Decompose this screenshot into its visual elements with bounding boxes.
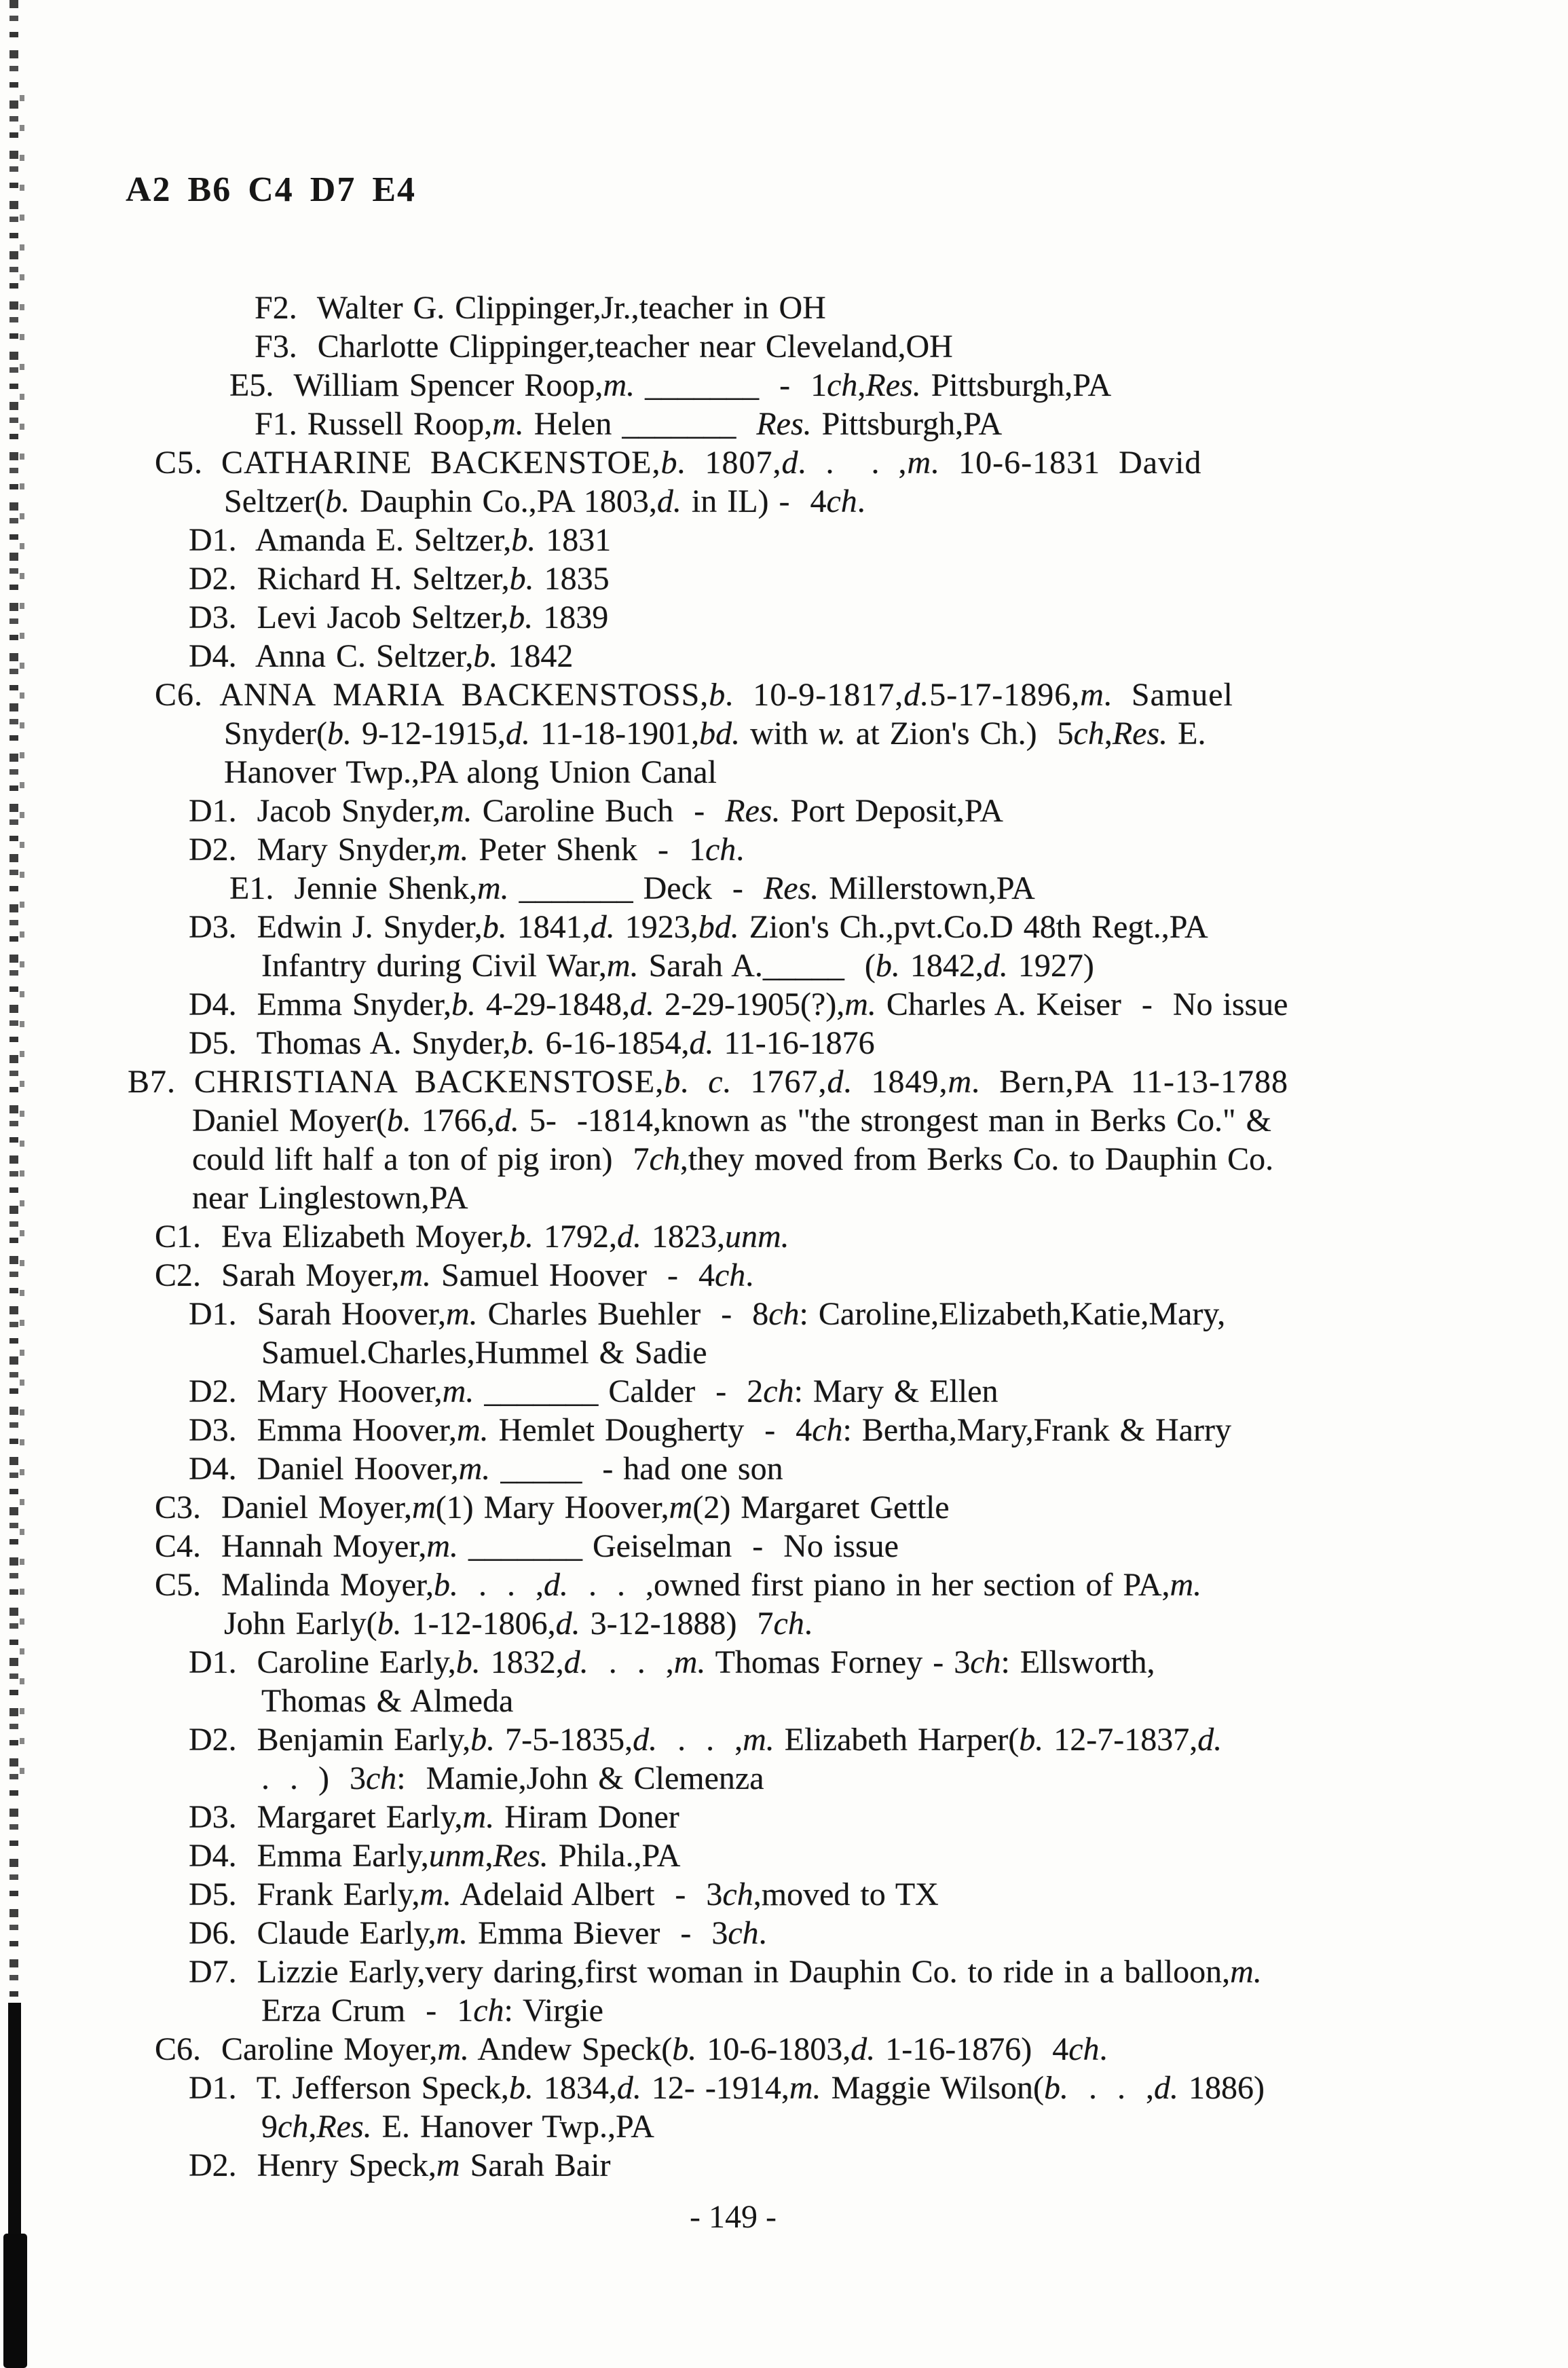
text-line: C6. ANNA MARIA BACKENSTOSS,b. 10-9-1817,d.5-17-1896,m. Samuel bbox=[155, 677, 1233, 713]
text-line: F2. Walter G. Clippinger,Jr.,teacher in OH bbox=[255, 290, 826, 326]
genealogy-text-block bbox=[0, 289, 1568, 2185]
text-line: C1. Eva Elizabeth Moyer,b. 1792,d. 1823,unm. bbox=[155, 1219, 789, 1255]
text-line: D3. Edwin J. Snyder,b. 1841,d. 1923,bd. Zion's Ch.,pvt.Co.D 48th Regt.,PA bbox=[189, 909, 1208, 945]
text-line: D4. Emma Early,unm,Res. Phila.,PA bbox=[189, 1838, 681, 1874]
text-line: E1. Jennie Shenk,m. _______ Deck - Res. Millerstown,PA bbox=[229, 870, 1035, 906]
text-line: Thomas & Almeda bbox=[261, 1683, 514, 1719]
text-line: F1. Russell Roop,m. Helen _______ Res. Pittsburgh,PA bbox=[255, 406, 1003, 442]
text-line: D4. Daniel Hoover,m. _____ - had one son bbox=[189, 1451, 783, 1487]
text-line: Erza Crum - 1ch: Virgie bbox=[261, 1993, 603, 2029]
text-line: D1. Caroline Early,b. 1832,d. . . ,m. Thomas Forney - 3ch: Ellsworth, bbox=[189, 1644, 1155, 1680]
text-line: E5. William Spencer Roop,m. _______ - 1ch,Res. Pittsburgh,PA bbox=[229, 367, 1112, 403]
text-line: D1. T. Jefferson Speck,b. 1834,d. 12- -1914,m. Maggie Wilson(b. . . ,d. 1886) bbox=[189, 2070, 1265, 2106]
text-line: D3. Margaret Early,m. Hiram Doner bbox=[189, 1799, 679, 1835]
text-line: F3. Charlotte Clippinger,teacher near Cleveland,OH bbox=[255, 329, 953, 365]
text-line: C4. Hannah Moyer,m. _______ Geiselman - No issue bbox=[155, 1528, 899, 1564]
text-line: B7. CHRISTIANA BACKENSTOSE,b. c. 1767,d. 1849,m. Bern,PA 11-13-1788 bbox=[128, 1064, 1288, 1100]
text-line: D2. Richard H. Seltzer,b. 1835 bbox=[189, 561, 610, 597]
text-line: D2. Mary Snyder,m. Peter Shenk - 1ch. bbox=[189, 832, 745, 868]
generation-code-heading: A2 B6 C4 D7 E4 bbox=[126, 170, 417, 209]
text-line: . . ) 3ch: Mamie,John & Clemenza bbox=[261, 1760, 764, 1796]
text-line: D6. Claude Early,m. Emma Biever - 3ch. bbox=[189, 1915, 767, 1951]
text-line: near Linglestown,PA bbox=[192, 1180, 468, 1216]
text-line: C3. Daniel Moyer,m(1) Mary Hoover,m(2) Margaret Gettle bbox=[155, 1490, 950, 1525]
text-line: Seltzer(b. Dauphin Co.,PA 1803,d. in IL) - 4ch. bbox=[224, 483, 865, 519]
text-line: Hanover Twp.,PA along Union Canal bbox=[224, 754, 717, 790]
text-line: could lift half a ton of pig iron) 7ch,they moved from Berks Co. to Dauphin Co. bbox=[192, 1141, 1274, 1177]
text-line: Daniel Moyer(b. 1766,d. 5- -1814,known as "the strongest man in Berks Co." & bbox=[192, 1103, 1271, 1139]
text-line: D1. Jacob Snyder,m. Caroline Buch - Res. Port Deposit,PA bbox=[189, 793, 1003, 829]
text-line: D7. Lizzie Early,very daring,first woman in Dauphin Co. to ride in a balloon,m. bbox=[189, 1954, 1262, 1990]
text-line: D5. Thomas A. Snyder,b. 6-16-1854,d. 11-16-1876 bbox=[189, 1025, 875, 1061]
text-line: D2. Mary Hoover,m. _______ Calder - 2ch: Mary & Ellen bbox=[189, 1373, 998, 1409]
scan-edge-artifact bbox=[3, 2234, 27, 2368]
text-line: D1. Amanda E. Seltzer,b. 1831 bbox=[189, 522, 612, 558]
text-line: D4. Emma Snyder,b. 4-29-1848,d. 2-29-1905(?),m. Charles A. Keiser - No issue bbox=[189, 986, 1288, 1022]
text-line: D4. Anna C. Seltzer,b. 1842 bbox=[189, 638, 574, 674]
text-line: John Early(b. 1-12-1806,d. 3-12-1888) 7ch. bbox=[224, 1606, 813, 1642]
text-line: Samuel.Charles,Hummel & Sadie bbox=[261, 1335, 707, 1371]
text-line: C6. Caroline Moyer,m. Andew Speck(b. 10-6-1803,d. 1-16-1876) 4ch. bbox=[155, 2031, 1108, 2067]
text-line: 9ch,Res. E. Hanover Twp.,PA bbox=[261, 2109, 654, 2145]
text-line: D3. Levi Jacob Seltzer,b. 1839 bbox=[189, 599, 609, 635]
text-line: D3. Emma Hoover,m. Hemlet Dougherty - 4ch: Bertha,Mary,Frank & Harry bbox=[189, 1412, 1231, 1448]
page-number: - 149 - bbox=[690, 2199, 777, 2235]
text-line: D2. Benjamin Early,b. 7-5-1835,d. . . ,m. Elizabeth Harper(b. 12-7-1837,d. bbox=[189, 1722, 1222, 1758]
text-line: C2. Sarah Moyer,m. Samuel Hoover - 4ch. bbox=[155, 1257, 754, 1293]
text-line: C5. CATHARINE BACKENSTOE,b. 1807,d. . . ,m. 10-6-1831 David bbox=[155, 445, 1202, 481]
text-line: Infantry during Civil War,m. Sarah A._____ (b. 1842,d. 1927) bbox=[261, 948, 1094, 984]
text-line: D1. Sarah Hoover,m. Charles Buehler - 8ch: Caroline,Elizabeth,Katie,Mary, bbox=[189, 1296, 1226, 1332]
text-line: D5. Frank Early,m. Adelaid Albert - 3ch,moved to TX bbox=[189, 1876, 939, 1912]
text-line: D2. Henry Speck,m Sarah Bair bbox=[189, 2147, 611, 2183]
text-line: Snyder(b. 9-12-1915,d. 11-18-1901,bd. with w. at Zion's Ch.) 5ch,Res. E. bbox=[224, 716, 1206, 752]
text-line: C5. Malinda Moyer,b. . . ,d. . . ,owned first piano in her section of PA,m. bbox=[155, 1567, 1202, 1603]
